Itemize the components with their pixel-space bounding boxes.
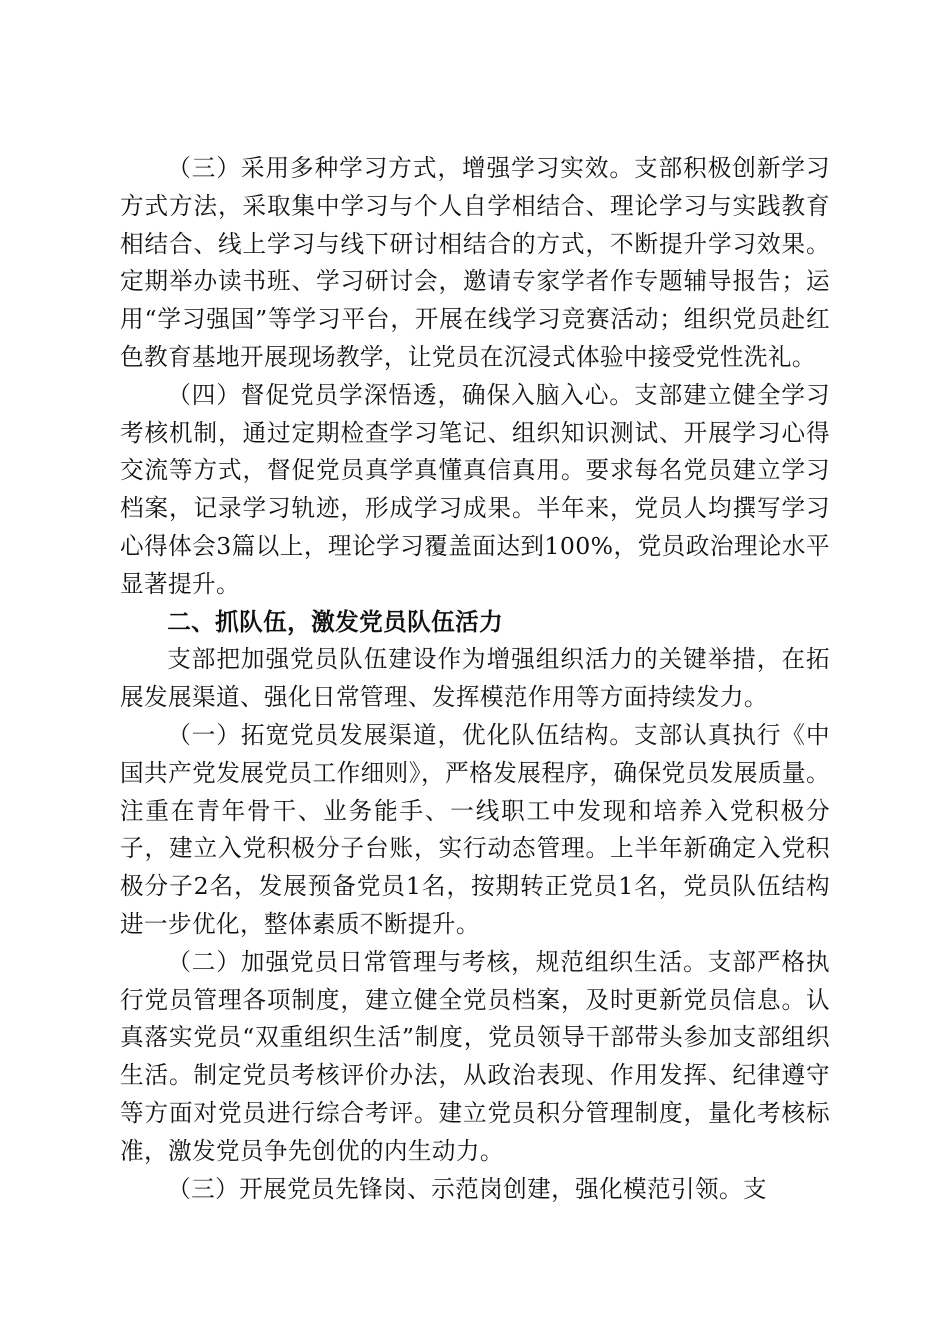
section-intro: 支部把加强党员队伍建设作为增强组织活力的关键举措，在拓展发展渠道、强化日常管理、发挥模范作用等方面持续发力。 [120,645,830,712]
document-page [120,150,830,1208]
paragraph-lead: （二）加强党员日常管理与考核，规范组织生活。 [167,947,708,976]
paragraph-lead: （三）开展党员先锋岗、示范岗创建，强化模范引领。 [167,1174,744,1203]
paragraph-lead: （三）采用多种学习方式，增强学习实效。 [167,154,635,182]
paragraph-body: 支 [743,1174,768,1203]
paragraph-body: 支部认真执行《中国共产党发展党员工作细则》，严格发展程序，确保党员发展质量。注重在青年骨干、业务能手、一线职工中发现和培养入党积极分子，建立入党积极分子台账，实行动态管理。上半年新确定入党积极分子2名，发展预备党员1名，按期转正党员1名，党员队伍结构进一步优化，整体素质不断提升。 [120,720,830,938]
paragraph-body: 支部建立健全学习考核机制，通过定期检查学习笔记、组织知识测试、开展学习心得交流等方式，督促党员真学真懂真信真用。要求每名党员建立学习档案，记录学习轨迹，形成学习成果。半年来，党员人均撰写学习心得体会3篇以上，理论学习覆盖面达到100%，党员政治理论水平显著提升。 [120,380,830,598]
paragraph-member-management [120,944,830,1171]
paragraph-lead: （四）督促党员学深悟透，确保入脑入心。 [167,380,635,409]
paragraph-member-recruitment [120,717,830,944]
paragraph-study-supervision [120,377,830,604]
paragraph-body: 支部积极创新学习方式方法，采取集中学习与个人自学相结合、理论学习与实践教育相结合、线上学习与线下研讨相结合的方式，不断提升学习效果。定期举办读书班、学习研讨会，邀请专家学者作专题辅导报告；运用“学习强国”等学习平台，开展在线学习竞赛活动；组织党员赴红色教育基地开展现场教学，让党员在沉浸式体验中接受党性洗礼。 [120,154,830,371]
paragraph-lead: （一）拓宽党员发展渠道，优化队伍结构。 [167,720,635,749]
paragraph-learning-methods [120,150,830,377]
section-heading: 二、抓队伍，激发党员队伍活力 [167,607,504,636]
paragraph-vanguard-posts [120,1171,830,1209]
paragraph-body: 支部严格执行党员管理各项制度，建立健全党员档案，及时更新党员信息。认真落实党员“双重组织生活”制度，党员领导干部带头参加支部组织生活。制定党员考核评价办法，从政治表现、作用发挥、纪律遵守等方面对党员进行综合考评。建立党员积分管理制度，量化考核标准，激发党员争先创优的内生动力。 [120,947,830,1165]
